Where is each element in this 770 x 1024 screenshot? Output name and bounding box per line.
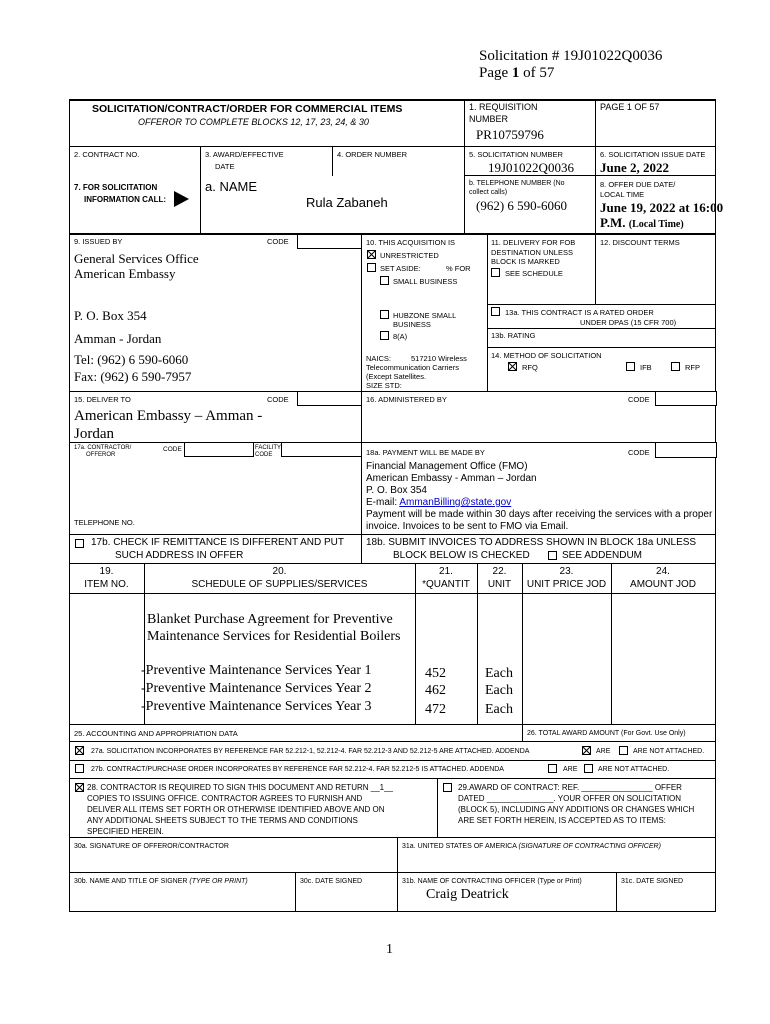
rfp-checkbox[interactable]	[671, 362, 680, 371]
8a-label: 8(A)	[393, 332, 408, 341]
block-9-code-field[interactable]	[297, 234, 362, 249]
line-item-desc: -Preventive Maintenance Services Year 2	[141, 681, 372, 696]
facility-code-label-2: CODE	[255, 452, 273, 458]
rfq-checkbox[interactable]	[508, 362, 517, 371]
payment-terms-line-2: invoice. Invoices to be sent to FMO via Email.	[366, 521, 569, 532]
block-18a-code-label: CODE	[628, 448, 650, 457]
payment-email-row	[366, 497, 511, 508]
deliver-to-line-1: American Embassy – Amman -	[74, 408, 263, 424]
block-11-label: 11. DELIVERY FOR FOB	[491, 238, 576, 247]
contracting-officer-signature-field[interactable]	[402, 852, 710, 870]
block-13a-label: 13a. THIS CONTRACT IS A RATED ORDER	[505, 308, 654, 317]
schedule-description-2: Maintenance Services for Residential Boilers	[147, 629, 401, 644]
requisition-number[interactable]: PR10759796	[476, 127, 544, 142]
col-24-num: 24.	[656, 566, 670, 577]
block-17a-label: 17a. CONTRACTOR/	[74, 445, 132, 451]
block-12-label: 12. DISCOUNT TERMS	[600, 238, 680, 247]
payment-office-line-2: American Embassy - Amman – Jordan	[366, 473, 537, 484]
line-item-qty: 472	[425, 702, 446, 717]
issued-by-line-3: P. O. Box 354	[74, 308, 147, 323]
hubzone-label-2: BUSINESS	[393, 320, 431, 329]
issued-by-line-1: General Services Office	[74, 251, 199, 266]
block-6-label: 6. SOLICITATION ISSUE DATE	[600, 150, 706, 159]
small-business-label: SMALL BUSINESS	[393, 277, 458, 286]
contracting-officer-name[interactable]: Craig Deatrick	[426, 887, 509, 902]
block-11-label-3: BLOCK IS MARKED	[491, 257, 560, 266]
block-9-code-label: CODE	[267, 237, 289, 246]
block-7a-label: a. NAME	[205, 179, 258, 194]
block-13a-label-2: UNDER DPAS (15 CFR 700)	[580, 318, 677, 327]
facility-code-label: FACILITY	[255, 445, 282, 451]
page-current: 1	[511, 65, 520, 81]
line-item-desc: -Preventive Maintenance Services Year 1	[141, 663, 372, 678]
block-11-label-2: DESTINATION UNLESS	[491, 248, 573, 257]
offer-due-date[interactable]: June 19, 2022 at 16:00	[600, 200, 724, 215]
telephone-label: TELEPHONE NO.	[74, 518, 135, 527]
rfp-label: RFP	[685, 363, 700, 372]
block-31a-label-text: 31a. UNITED STATES OF AMERICA	[402, 843, 517, 850]
block-1-label: 1. REQUISITION	[469, 102, 538, 112]
percent-for-label: % FOR	[446, 264, 471, 273]
issued-by-line-5: Tel: (962) 6 590-6060	[74, 352, 189, 367]
checkmark-x-icon	[583, 747, 590, 754]
line-item-desc: -Preventive Maintenance Services Year 3	[141, 699, 372, 714]
hubzone-label: HUBZONE SMALL	[393, 311, 457, 320]
issued-by-line-4: Amman - Jordan	[74, 331, 162, 346]
block-25-label: 25. ACCOUNTING AND APPROPRIATION DATA	[74, 729, 238, 738]
solicitation-number[interactable]: 19J01022Q0036	[488, 160, 574, 175]
remittance-checkbox[interactable]	[75, 539, 84, 548]
offer-due-local-time: (Local Time)	[628, 219, 684, 230]
block-7b-label: b. TELEPHONE NUMBER (No	[469, 180, 565, 187]
solicitation-number-header: Solicitation # 19J01022Q0036	[479, 48, 663, 64]
naics-line-3: (Except Satellites.	[366, 372, 427, 381]
offer-due-pm: P.M.	[600, 215, 626, 230]
line-item-unit: Each	[485, 666, 513, 681]
block-15-code-field[interactable]	[297, 391, 362, 406]
page-suffix: of 57	[519, 65, 555, 81]
payment-terms-line-1: Payment will be made within 30 days after receiving the services with a proper	[366, 509, 713, 520]
col-22-label: UNIT	[487, 579, 512, 590]
col-23-label: UNIT PRICE JOD	[526, 579, 607, 590]
block-17a-code-field[interactable]	[184, 442, 254, 457]
unrestricted-label: UNRESTRICTED	[380, 251, 439, 260]
col-20-label: SCHEDULE OF SUPPLIES/SERVICES	[191, 579, 368, 590]
block-28-line-1: 28. CONTRACTOR IS REQUIRED TO SIGN THIS DOCUMENT AND RETURN __1__	[87, 783, 393, 792]
col-24-label: AMOUNT JOD	[630, 579, 696, 590]
block-18b-text-2: BLOCK BELOW IS CHECKED	[393, 550, 530, 561]
page-box: PAGE 1 OF 57	[600, 102, 660, 112]
block-18a-label: 18a. PAYMENT WILL BE MADE BY	[366, 448, 485, 457]
block-27a-text: 27a. SOLICITATION INCORPORATES BY REFERENCE FAR 52.212-1, 52.212-4. FAR 52.212-3 AND 52.212-5 ARE ATTACHED. ADDENDA	[91, 748, 530, 755]
line-item-qty: 462	[425, 683, 446, 698]
8a-checkbox[interactable]	[380, 331, 389, 340]
block-15-label: 15. DELIVER TO	[74, 395, 131, 404]
see-addendum-label: SEE ADDENDUM	[562, 550, 643, 561]
block-27a-checkbox[interactable]	[75, 746, 84, 755]
block-30b-label-italic: (TYPE OR PRINT)	[189, 878, 248, 885]
block-1-label-2: NUMBER	[469, 114, 509, 124]
set-aside-label: SET ASIDE:	[380, 264, 421, 273]
block-16-code-label: CODE	[628, 395, 650, 404]
block-27b-not-checkbox[interactable]	[584, 764, 593, 773]
block-27b-not-label: ARE NOT ATTACHED.	[598, 766, 670, 773]
page-number-footer: 1	[386, 942, 393, 957]
addenda-are-checkbox[interactable]	[582, 746, 591, 755]
block-27b-are-checkbox[interactable]	[548, 764, 557, 773]
col-23-num: 23.	[559, 566, 574, 577]
block-18a-code-field[interactable]	[655, 442, 717, 458]
block-28-line-4: ANY ADDITIONAL SHEETS SUBJECT TO THE TERMS AND CONDITIONS	[87, 816, 358, 825]
naics-size-std: SIZE STD:	[366, 381, 402, 390]
col-21-num: 21.	[439, 566, 453, 577]
block-27b-are-label: ARE	[563, 766, 578, 773]
block-15-code-label: CODE	[267, 395, 289, 404]
block-29-checkbox[interactable]	[443, 783, 452, 792]
block-7-label: 7. FOR SOLICITATION	[74, 183, 158, 192]
block-27b-checkbox[interactable]	[75, 764, 84, 773]
block-26-label: 26. TOTAL AWARD AMOUNT (For Govt. Use Only)	[527, 730, 686, 737]
block-27b-text: 27b. CONTRACT/PURCHASE ORDER INCORPORATES BY REFERENCE FAR 52.212-4. FAR 52.212-5 IS ATTACHED. ADDENDA	[91, 766, 504, 773]
block-5-label: 5. SOLICITATION NUMBER	[469, 150, 563, 159]
ifb-checkbox[interactable]	[626, 362, 635, 371]
page-indicator	[479, 65, 554, 82]
block-3-label: 3. AWARD/EFFECTIVE	[205, 150, 284, 159]
naics-line-2: Telecommunication Carriers	[366, 363, 459, 372]
offeror-signature-field[interactable]	[74, 852, 392, 870]
block-3-label-2: DATE	[215, 162, 235, 171]
block-10-label: 10. THIS ACQUISITION IS	[366, 238, 456, 247]
block-30c-label: 30c. DATE SIGNED	[300, 878, 363, 885]
addenda-not-checkbox[interactable]	[619, 746, 628, 755]
payment-office-line-1: Financial Management Office (FMO)	[366, 461, 528, 472]
block-17b-text: 17b. CHECK IF REMITTANCE IS DIFFERENT AND PUT	[91, 537, 344, 548]
issued-by-line-2: American Embassy	[74, 266, 176, 281]
hubzone-checkbox[interactable]	[380, 310, 389, 319]
checkmark-x-icon	[76, 747, 83, 754]
block-30b-label-text: 30b. NAME AND TITLE OF SIGNER	[74, 878, 188, 885]
block-8-label: 8. OFFER DUE DATE/	[600, 180, 676, 189]
block-17a-code-label: CODE	[163, 446, 182, 453]
block-16-code-field[interactable]	[655, 391, 717, 406]
addenda-are-label: ARE	[596, 748, 611, 755]
col-20-num: 20.	[272, 566, 287, 577]
line-item-unit: Each	[485, 683, 513, 698]
page-prefix: Page	[479, 65, 512, 81]
line-item-qty: 452	[425, 666, 446, 681]
block-29-line-1: 29.AWARD OF CONTRACT: REF. ________________ OFFER	[458, 783, 682, 792]
block-16-label: 16. ADMINISTERED BY	[366, 395, 447, 404]
contact-telephone[interactable]: (962) 6 590-6060	[476, 198, 567, 213]
block-28-checkbox[interactable]	[75, 783, 84, 792]
naics-code: 517210 Wireless	[411, 354, 467, 363]
addenda-not-label: ARE NOT ATTACHED.	[633, 748, 705, 755]
rfq-label: RFQ	[522, 363, 538, 372]
see-schedule-checkbox[interactable]	[491, 268, 500, 277]
col-22-num: 22.	[492, 566, 507, 577]
small-business-checkbox[interactable]	[380, 276, 389, 285]
schedule-description-1: Blanket Purchase Agreement for Preventive	[147, 612, 393, 627]
see-schedule-label: SEE SCHEDULE	[505, 269, 563, 278]
block-28-line-2: COPIES TO ISSUING OFFICE. CONTRACTOR AGREES TO FURNISH AND	[87, 794, 363, 803]
block-29-line-2: DATED _______________. YOUR OFFER ON SOLICITATION	[458, 794, 682, 803]
see-addendum-checkbox[interactable]	[548, 551, 557, 560]
checkmark-x-icon	[368, 251, 375, 258]
block-7-label-2: INFORMATION CALL:	[84, 195, 167, 204]
set-aside-checkbox[interactable]	[367, 263, 376, 272]
issued-by-line-6: Fax: (962) 6 590-7957	[74, 369, 192, 384]
block-31a-label	[402, 842, 661, 851]
block-4-label: 4. ORDER NUMBER	[337, 150, 408, 159]
checkmark-x-icon	[76, 784, 83, 791]
block-28-line-3: DELIVER ALL ITEMS SET FORTH OR OTHERWISE IDENTIFIED ABOVE AND ON	[87, 805, 385, 814]
ifb-label: IFB	[640, 363, 652, 372]
arrow-right-icon	[174, 191, 189, 207]
block-2-label: 2. CONTRACT NO.	[74, 150, 140, 159]
block-17a-label-2: OFFEROR	[86, 452, 116, 458]
naics-label: NAICS:	[366, 354, 392, 363]
block-13b-label: 13b. RATING	[491, 331, 536, 340]
block-7b-label-2: collect calls)	[469, 189, 508, 196]
block-8-label-2: LOCAL TIME	[600, 190, 645, 199]
block-18b-text: 18b. SUBMIT INVOICES TO ADDRESS SHOWN IN BLOCK 18a UNLESS	[366, 537, 697, 548]
block-28-line-5: SPECIFIED HEREIN.	[87, 827, 164, 836]
payment-office-line-3: P. O. Box 354	[366, 485, 427, 496]
solicitation-issue-date[interactable]: June 2, 2022	[600, 160, 669, 175]
block-29-line-4: ARE SET FORTH HEREIN, IS ACCEPTED AS TO ITEMS:	[458, 816, 666, 825]
col-19-label: ITEM NO.	[84, 579, 129, 590]
block-9-label: 9. ISSUED BY	[74, 237, 123, 246]
offer-due-time	[600, 215, 684, 232]
payment-email-label: E-mail:	[366, 497, 400, 508]
block-31a-label-italic: (SIGNATURE OF CONTRACTING OFFICER)	[518, 843, 661, 850]
block-31c-label: 31c. DATE SIGNED	[621, 878, 684, 885]
col-19-num: 19.	[99, 566, 114, 577]
block-29-line-3: (BLOCK 5), INCLUDING ANY ADDITIONS OR CHANGES WHICH	[458, 805, 695, 814]
facility-code-field[interactable]	[281, 442, 362, 457]
unrestricted-checkbox[interactable]	[367, 250, 376, 259]
rated-order-checkbox[interactable]	[491, 307, 500, 316]
col-21-label: *QUANTIT	[422, 579, 470, 590]
block-30a-label: 30a. SIGNATURE OF OFFEROR/CONTRACTOR	[74, 843, 229, 850]
line-item-unit: Each	[485, 702, 513, 717]
contact-name[interactable]: Rula Zabaneh	[306, 195, 388, 210]
block-14-label: 14. METHOD OF SOLICITATION	[491, 351, 602, 360]
checkmark-x-icon	[509, 363, 516, 370]
deliver-to-line-2: Jordan	[74, 426, 114, 442]
form-subtitle: OFFEROR TO COMPLETE BLOCKS 12, 17, 23, 24, & 30	[138, 117, 369, 127]
block-30b-label	[74, 877, 248, 886]
block-31b-label: 31b. NAME OF CONTRACTING OFFICER (Type or Print)	[402, 878, 582, 885]
payment-email-link[interactable]: AmmanBilling@state.gov	[399, 497, 512, 508]
block-17b-text-2: SUCH ADDRESS IN OFFER	[115, 550, 244, 561]
form-title: SOLICITATION/CONTRACT/ORDER FOR COMMERCIAL ITEMS	[92, 103, 403, 115]
